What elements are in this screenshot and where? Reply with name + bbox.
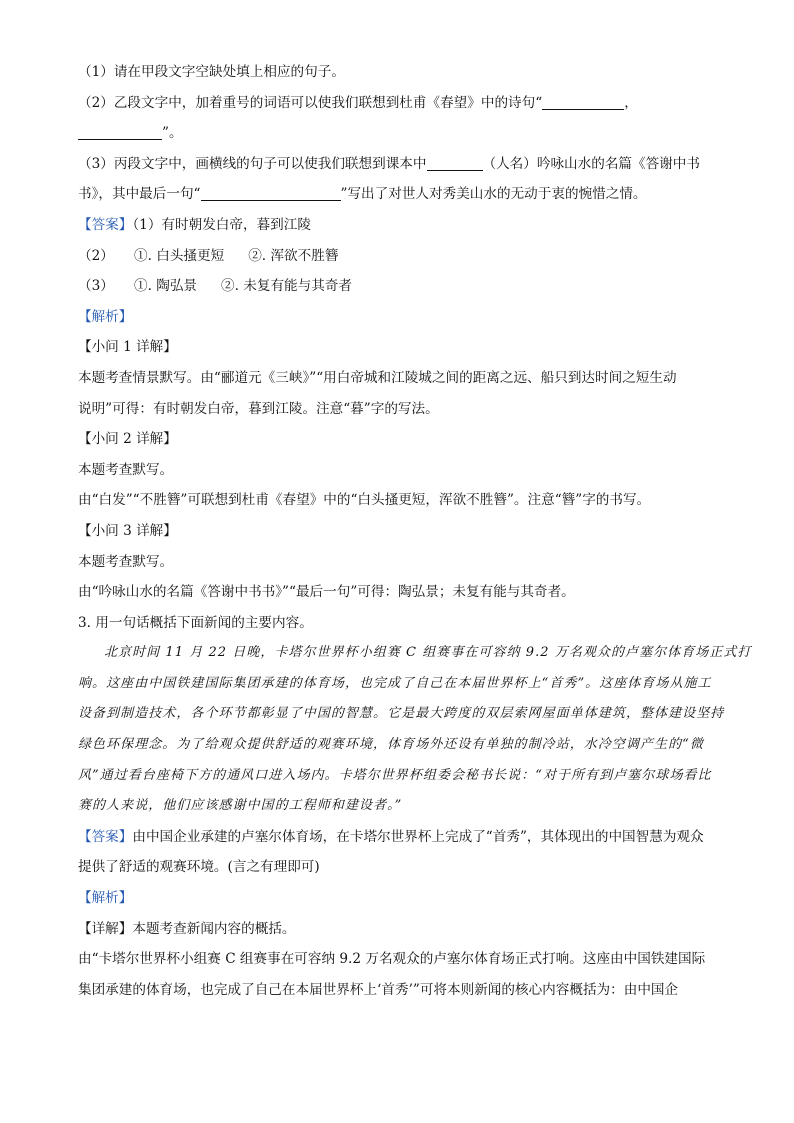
- analysis-tag: 【解析】: [78, 308, 133, 325]
- subquestion-3-title: 【小问 3 详解】: [78, 522, 177, 539]
- analysis-text: 本题考查情景默写。由“郦道元《三峡》”“用白帝城和江陵城之间的距离之远、船只到达时间之短生动: [78, 369, 677, 386]
- analysis-text: 由“吟咏山水的名篇《答谢中书书》”“最后一句”可得：陶弘景；未复有能与其奇者。: [78, 584, 575, 601]
- answer-blank: [542, 95, 624, 110]
- analysis-text: 说明”可得：有时朝发白帝，暮到江陵。注意“暮”字的写法。: [78, 400, 439, 417]
- answer-tag: 【答案】: [78, 828, 133, 845]
- subquestion-2-title: 【小问 2 详解】: [78, 431, 177, 448]
- subquestion-1-title: 【小问 1 详解】: [78, 339, 177, 356]
- question-1: （1）请在甲段文字空缺处填上相应的句子。: [78, 64, 345, 80]
- analysis-text: 由“卡塔尔世界杯小组赛 C 组赛事在可容纳 9.2 万名观众的卢塞尔体育场正式打响。这座由中国铁建国际: [78, 951, 706, 968]
- answer-3-line: 提供了舒适的观赛环境。(言之有理即可): [78, 859, 320, 876]
- news-line: 设备到制造技术，各个环节都彰显了中国的智慧。它是最大跨度的双层索网屋面单体建筑，整体建设坚持: [78, 706, 725, 722]
- question-2: （2）乙段文字中，加着重号的词语可以使我们联想到杜甫《春望》中的诗句“ ，: [78, 94, 638, 111]
- question-3-cont: 书》，其中最后一句“ ”写出了对世人对秀美山水的无动于衷的惋惜之情。: [78, 186, 647, 203]
- answer-3: （3） ①. 陶弘景 ②. 未复有能与其奇者: [78, 278, 353, 295]
- news-line: 北京时间 11 月 22 日晚，卡塔尔世界杯小组赛 C 组赛事在可容纳 9.2 万名观众的卢塞尔体育场正式打: [104, 645, 752, 661]
- analysis-detail: 【详解】本题考查新闻内容的概括。: [78, 920, 296, 937]
- answer-blank: [201, 186, 341, 201]
- question-2-cont: ”。: [78, 123, 718, 143]
- analysis-text: 本题考查默写。: [78, 461, 174, 478]
- answer-tag: 【答案】: [78, 216, 133, 233]
- news-line: 响。这座由中国铁建国际集团承建的体育场，也完成了自己在本届世界杯上“首秀”。这座体育场从施工: [78, 675, 712, 691]
- question-3-title: 3. 用一句话概括下面新闻的主要内容。: [78, 614, 313, 631]
- news-line: 绿色环保理念。为了给观众提供舒适的观赛环境，体育场外还设有单独的制冷站，水冷空调产生的“微: [78, 737, 704, 753]
- analysis-tag: 【解析】: [78, 890, 133, 907]
- analysis-text: 由“白发”“不胜簪”可联想到杜甫《春望》中的“白头搔更短，浑欲不胜簪”。注意“簪”字的书写。: [78, 492, 651, 509]
- analysis-text: 集团承建的体育场，也完成了自己在本届世界杯上‘首秀’”可将本则新闻的核心内容概括为：由中国企: [78, 981, 679, 998]
- news-passage: [78, 643, 752, 816]
- news-line: 风”通过看台座椅下方的通风口进入场内。卡塔尔世界杯组委会秘书长说：“对于所有到卢塞尔球场看比: [78, 767, 712, 783]
- answer-2: （2） ①. 白头搔更短 ②. 浑欲不胜簪: [78, 247, 339, 264]
- answer-blank: [78, 125, 162, 140]
- analysis-text: 本题考查默写。: [78, 553, 174, 570]
- document-page: [78, 62, 752, 1010]
- answer-3-line: 【答案】由中国企业承建的卢塞尔体育场，在卡塔尔世界杯上完成了“首秀”，其体现出的中国智慧为观众: [78, 828, 704, 845]
- answer-1: 【答案】（1）有时朝发白帝，暮到江陵: [78, 216, 311, 233]
- question-3: （3）丙段文字中，画横线的句子可以使我们联想到课本中 （人名）吟咏山水的名篇《答谢中书: [78, 155, 700, 172]
- answer-blank: [427, 156, 483, 171]
- news-line: 赛的人来说，他们应该感谢中国的工程师和建设者。”: [78, 798, 403, 814]
